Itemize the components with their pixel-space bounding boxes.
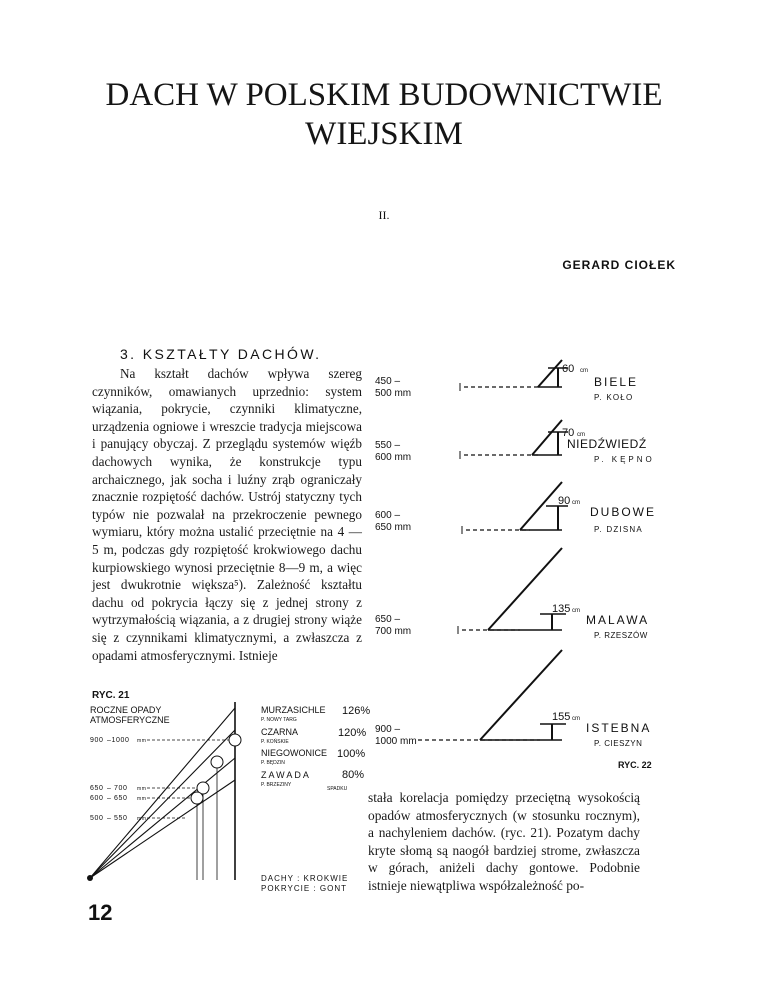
fig22-unit-istebna: cm (572, 716, 580, 722)
fig21-legend-2: POKRYCIE : GONT (261, 884, 347, 893)
author-name: GERARD CIOŁEK (562, 258, 676, 272)
fig21-diagram (85, 700, 375, 900)
fig22-unit-niedzwiedz: cm (577, 432, 585, 438)
fig22-village-niedzwiedz: NIEDŹWIEDŹ (567, 437, 647, 451)
fig21-sub-1: P. NOWY TARG (261, 717, 297, 723)
fig21-sub-3: P. BĘDZIN (261, 760, 285, 766)
fig22-county-istebna: P. CIESZYN (594, 739, 643, 748)
fig22-range2-istebna: 1000 mm (375, 736, 417, 747)
fig21-level-650-a: 650 (90, 785, 104, 792)
fig22-unit-malawa: cm (572, 608, 580, 614)
fig22-range1-istebna: 900 – (375, 724, 401, 735)
fig22-range1-dubowe: 600 – (375, 510, 401, 521)
fig22-range2-malawa: 700 mm (375, 626, 412, 637)
fig21-axis-title-2: ATMOSFERYCZNE (90, 715, 170, 725)
fig21-level-900-a: 900 (90, 737, 104, 744)
fig21-place-3: NIEGOWONICE (261, 748, 328, 758)
fig22-row-niedzwiedz (375, 420, 655, 464)
fig21-pct-2: 120% (338, 727, 367, 739)
section-heading: 3. KSZTAŁTY DACHÓW. (120, 346, 322, 362)
fig21-level-900-unit: mm (137, 738, 147, 744)
fig21-level-650-unit: mm (137, 786, 147, 792)
left-paragraph: Na kształt dachów wpływa szereg czynników, omawianych uprzednio: system wiązania, pokrycie, czynniki klimatyczne, urządzenia ogniowe i wreszcie tradycja miejscowa i panujący obyczaj. Z przeglądu systemów więźb dachowych wynika, że konstrukcje typu archaicznego, jak socha i luźny zrąb ograniczały znacznie rozpiętość dachów. Ustrój statyczny tych typów nie pozwalał na przekroczenie pewnego wymiaru, który można ustalić przeciętnie na 4 — 5 m, podczas gdy rozpiętość krokwiowego dachu kurpiowskiego wynosi przeciętnie 8—9 m, a więc jest dwukrotnie większa⁵). Zależność kształtu dachu od pokrycia łączy się z jednej strony z wytrzymałością wiązania, a z drugiej strony wiąże się z czynnikami klimatycznymi, a zwłaszcza z opadami atmosferycznymi. Istnieje (92, 366, 362, 663)
fig21-level-600-b: – 650 (107, 795, 128, 802)
fig21-place-4: ZAWADA (261, 770, 311, 780)
fig22-range2-niedzwiedz: 600 mm (375, 452, 412, 463)
right-paragraph: stała korelacja pomiędzy przeciętną wysokością opadów atmosferycznych (w stosunku rocznym), a nachyleniem dachów. (ryc. 21). Pozatym dachy kryte słomą są naogół bardziej strome, zwłaszcza w górach, aniżeli dachy gontowe. Podobnie istnieje niewątpliwa współzależność po- (368, 790, 640, 893)
article-title-line2: WIEJSKIM (305, 116, 463, 152)
fig21-place-1: MURZASICHLE (261, 705, 326, 715)
fig22-row-dubowe (375, 482, 656, 534)
fig21-legend-1: DACHY : KROKWIE (261, 874, 349, 883)
fig22-range1-biele: 450 – (375, 376, 401, 387)
fig22-range2-biele: 500 mm (375, 388, 412, 399)
fig22-row-istebna (375, 650, 651, 748)
fig21-sub-4: P. BRZEZINY (261, 782, 292, 788)
fig22-range1-malawa: 650 – (375, 614, 401, 625)
fig22-diagram (370, 340, 670, 780)
fig22-unit-dubowe: cm (572, 500, 580, 506)
fig22-county-dubowe: P. DZISNA (594, 525, 643, 534)
page-number: 12 (88, 900, 113, 925)
fig21-axis-title-1: ROCZNE OPADY (90, 705, 162, 715)
fig22-village-biele: BIELE (594, 375, 639, 389)
fig22-row-biele (375, 360, 638, 402)
fig21-level-500-b: – 550 (107, 815, 128, 822)
fig21-level-600-a: 600 (90, 795, 104, 802)
fig22-village-istebna: ISTEBNA (586, 721, 652, 735)
fig22-county-biele: P. KOŁO (594, 393, 634, 402)
fig21-level-500-a: 500 (90, 815, 104, 822)
fig21-pct-1: 126% (342, 705, 371, 717)
fig22-county-malawa: P. RZESZÓW (594, 631, 648, 640)
fig21-level-650-b: – 700 (107, 785, 128, 792)
right-column-text (368, 789, 640, 895)
fig22-label: RYC. 22 (618, 760, 652, 770)
fig22-cm-niedzwiedz: 70 (562, 427, 575, 439)
fig22-village-malawa: MALAWA (586, 613, 650, 627)
fig22-cm-istebna: 155 (552, 711, 571, 723)
fig22-village-dubowe: DUBOWE (590, 505, 656, 519)
fig22-cm-dubowe: 90 (558, 495, 571, 507)
fig21-level-600-unit: mm (137, 796, 147, 802)
part-number: II. (378, 208, 390, 222)
fig22-range1-niedzwiedz: 550 – (375, 440, 401, 451)
fig22-cm-malawa: 135 (552, 603, 571, 615)
fig21-spadku: SPADKU (327, 786, 348, 792)
left-column-text (92, 365, 362, 664)
article-title-line1: DACH W POLSKIM BUDOWNICTWIE (105, 77, 663, 113)
fig21-slopes (90, 708, 235, 878)
fig22-row-malawa (375, 548, 649, 640)
fig22-unit-biele: cm (580, 368, 588, 374)
fig21-pct-3: 100% (337, 748, 366, 760)
fig21-level-500-unit: mm (137, 816, 147, 822)
fig22-county-niedzwiedz: P. KĘPNO (594, 455, 655, 464)
fig21-level-900-b: –1000 (107, 737, 130, 744)
fig22-range2-dubowe: 650 mm (375, 522, 412, 533)
fig21-pct-4: 80% (342, 769, 365, 781)
fig21-label: RYC. 21 (92, 690, 130, 701)
fig22-cm-biele: 60 (562, 363, 575, 375)
fig21-sub-2: P. KOŃSKIE (261, 739, 289, 745)
fig21-place-2: CZARNA (261, 727, 299, 737)
fig21-origin (87, 875, 93, 881)
